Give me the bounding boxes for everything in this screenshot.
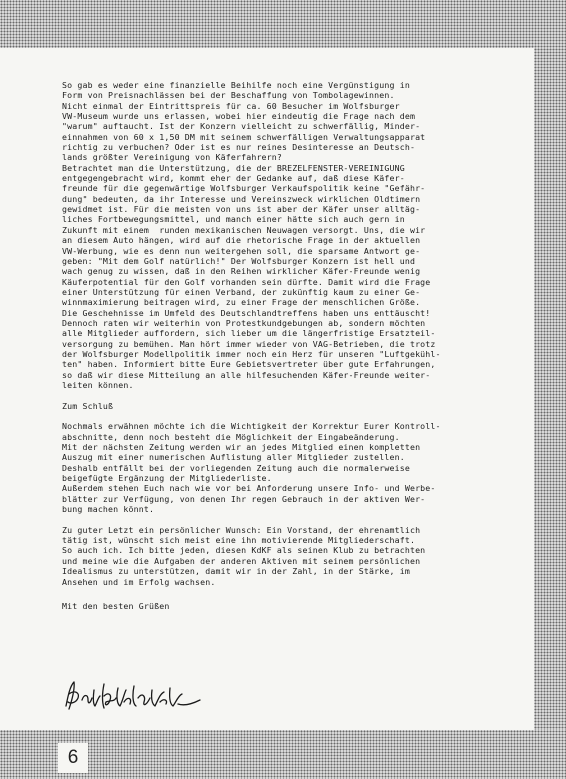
text-line: Nochmals erwähnen möchte ich die Wichtigkeit der Korrektur Eurer Kontroll- <box>62 421 441 432</box>
handwritten-signature <box>60 676 210 714</box>
halftone-band-right <box>534 0 566 779</box>
text-line: und meine wie die Aufgaben der anderen Aktiven mit seinem persönlichen <box>62 555 421 566</box>
text-line: einnahmen von 60 x 1,50 DM mit seinem schwerfälligen Verwaltungsapparat <box>62 131 426 142</box>
text-line: liches Fortbewegungsmittel, und manch einer hätte sich auch gern in <box>62 214 405 225</box>
text-line: Mit der nächsten Zeitung werden wir an jedes Mitglied einen kompletten <box>62 442 421 453</box>
text-line: richtig zu verbuchen? Oder ist es nur reines Desinteresse an Deutsch- <box>62 142 416 153</box>
text-line: der Wolfsburger Modellpolitik immer noch ein Herz für unseren "Luftgekühl- <box>62 348 441 359</box>
text-line: Nicht einmal der Eintrittspreis für ca. 60 Besucher im Wolfsburger <box>62 100 400 111</box>
text-line: an diesem Auto hängen, wird auf die rhetorische Frage in der aktuellen <box>62 235 421 246</box>
text-line: Die Geschehnisse im Umfeld des Deutschlandtreffens haben uns enttäuscht! <box>62 307 431 318</box>
paragraph-1 <box>62 80 510 163</box>
text-line: bung machen könnt. <box>62 504 155 515</box>
text-line: lands größter Vereinigung von Käferfahrern? <box>62 152 283 163</box>
text-line: Form von Preisnachlässen bei der Beschaffung von Tombolagewinnen. <box>62 90 395 101</box>
text-line: Betrachtet man die Unterstützung, die der BREZELFENSTER-VEREINIGUNG <box>62 162 405 173</box>
page-number-box <box>58 743 88 773</box>
text-line: VW-Museum wurde uns erlassen, wobei hier eindeutig die Frage nach dem <box>62 111 416 122</box>
letter-body <box>62 80 510 612</box>
text-line: Zu guter Letzt ein persönlicher Wunsch: Ein Vorstand, der ehrenamtlich <box>62 524 421 535</box>
text-line: Auszug mit einer numerischen Auflistung aller Mitglieder zustellen. <box>62 452 405 463</box>
text-line: leiten können. <box>62 379 134 390</box>
paragraph-3 <box>62 421 510 514</box>
text-line: Deshalb entfällt bei der vorliegenden Zeitung auch die normalerweise <box>62 462 410 473</box>
closing-greeting: Mit den besten Grüßen <box>62 601 170 612</box>
text-line: geben: "Mit dem Golf natürlich!" Der Wolfsburger Konzern ist hell und <box>62 255 416 266</box>
text-line: Idealismus zu unterstützen, damit wir in der Zahl, in der Stärke, im <box>62 566 410 577</box>
text-line: freunde für die gegenwärtige Wolfsburger Verkaufspolitik keine "Gefähr- <box>62 183 426 194</box>
text-line: entgegengebracht wird, kommt eher der Gedanke auf, daß diese Käfer- <box>62 173 405 184</box>
halftone-band-top <box>0 0 566 48</box>
text-line: tätig ist, wünscht sich meist eine ihn motivierende Mitgliederschaft. <box>62 535 416 546</box>
text-line: VW-Werbung, wie es denn nun weitergehen soll, die sparsame Antwort ge- <box>62 245 421 256</box>
text-line: alle Mitglieder auffordern, sich lieber um die längerfristige Ersatzteil- <box>62 328 436 339</box>
text-line: so daß wir diese Mitteilung an alle hilfesuchenden Käfer-Freunde weiter- <box>62 369 431 380</box>
text-line: winnmaximierung beitragen wird, zu einer Frage der menschlichen Größe. <box>62 297 421 308</box>
text-line: Ansehen und im Erfolg wachsen. <box>62 576 216 587</box>
text-line: "warum" auftaucht. Ist der Konzern vielleicht zu schwerfällig, Minder- <box>62 121 421 132</box>
text-line: dung" bedeuten, da ihr Interesse und Vereinszweck wirklichen Oldtimern <box>62 193 421 204</box>
text-line: beigefügte Ergänzung der Mitgliederliste. <box>62 473 272 484</box>
text-line: wach genug zu wissen, daß in den Reihen wirklicher Käfer-Freunde wenig <box>62 266 421 277</box>
text-line: ten" haben. Informiert bitte Eure Gebietsvertreter über gute Erfahrungen, <box>62 359 436 370</box>
text-line: Außerdem stehen Euch nach wie vor bei Anforderung unsere Info- und Werbe- <box>62 483 436 494</box>
text-line: einer Unterstützung für einen Verband, der zukünftig kaum zu einer Ge- <box>62 286 421 297</box>
text-line: versorgung zu bemühen. Man hört immer wieder von VAG-Betrieben, die trotz <box>62 338 436 349</box>
text-line: So auch ich. Ich bitte jeden, diesen KdKF als seinen Klub zu betrachten <box>62 545 426 556</box>
paragraph-4 <box>62 525 510 587</box>
text-line: gewidmet ist. Für die meisten von uns ist aber der Käfer unser alltäg- <box>62 204 421 215</box>
text-line: Dennoch raten wir weiterhin von Protestkundgebungen ab, sondern möchten <box>62 317 426 328</box>
page-number: 6 <box>67 747 79 768</box>
text-line: abschnitte, denn noch besteht die Möglichkeit der Eingabeänderung. <box>62 431 400 442</box>
text-line: So gab es weder eine finanzielle Beihilfe noch eine Vergünstigung in <box>62 80 410 90</box>
paragraph-2 <box>62 163 510 391</box>
text-line: blätter zur Verfügung, von denen Ihr regen Gebrauch in der aktiven Wer- <box>62 493 426 504</box>
section-heading: Zum Schluß <box>62 400 114 411</box>
text-line: Zukunft mit einem runden mexikanischen Neuwagen versorgt. Uns, die wir <box>62 224 426 235</box>
text-line: Käuferpotential für den Golf vorhanden sein dürfte. Damit wird die Frage <box>62 276 431 287</box>
